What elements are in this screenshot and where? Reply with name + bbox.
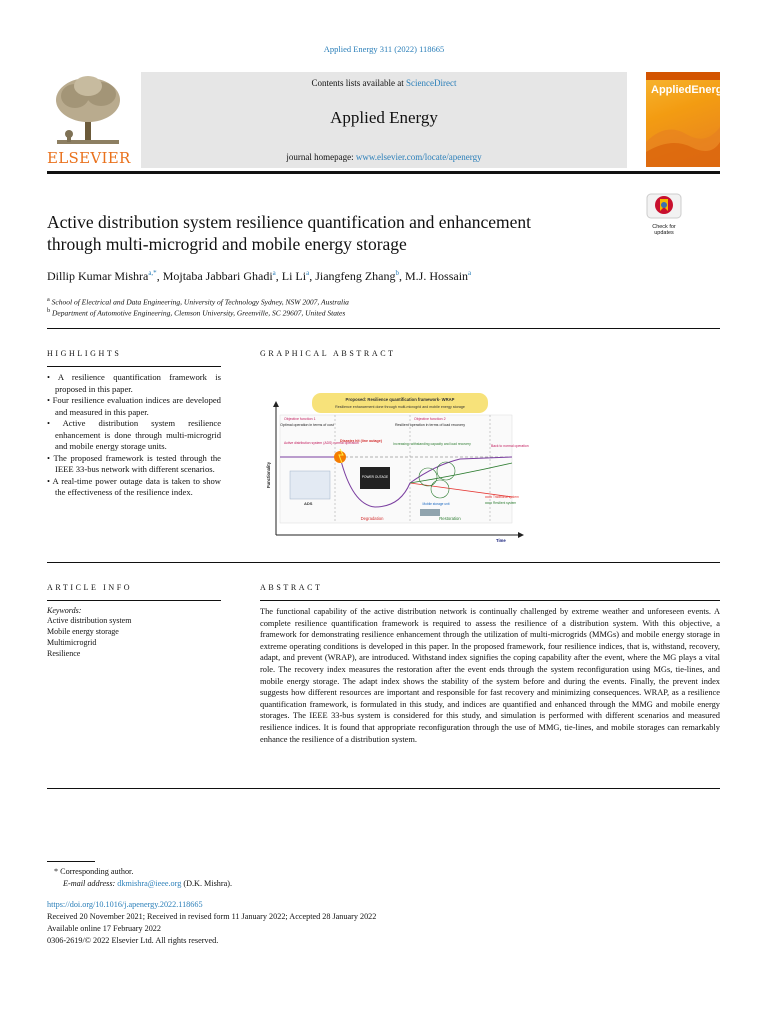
abstract-rule (260, 600, 720, 601)
obj2-text: Resilient operation in terms of load recovery (394, 423, 466, 427)
x-axis-label: Time (496, 538, 506, 543)
cover-art (646, 72, 720, 167)
keywords-label: Keywords: (47, 606, 82, 615)
highlights-rule (47, 366, 221, 367)
affiliation: $^b$ Department of Automotive Engineering, Clemson University, Greenville, SC 29607, United States (47, 307, 346, 318)
crossmark-label: Check for updates (652, 224, 676, 236)
degradation-label: Degradation (360, 516, 384, 521)
back-label: Back to normal operation (491, 444, 529, 448)
increasing-label: Increasing: withstanding capacity and load recovery (393, 442, 471, 446)
author[interactable]: Dillip Kumar Mishra$^{a,*}$ (47, 269, 157, 283)
contents-line: Contents lists available at ScienceDirect (311, 78, 457, 88)
author[interactable]: M.J. Hossain$^a$ (405, 269, 472, 283)
graphical-abstract-figure[interactable] (260, 385, 720, 545)
corresponding-author-note: * Corresponding author. (54, 867, 134, 876)
y-axis-label: Functionality (266, 461, 271, 489)
section-rule (47, 562, 720, 563)
keywords-block (47, 606, 221, 659)
ads-label: Active distribution system (ADS) normal operation (284, 441, 359, 445)
mobile-storage-label: Mobile storage unit (422, 502, 450, 506)
graphical-abstract-heading: GRAPHICAL ABSTRACT (260, 349, 396, 358)
disaster-label: Disaster hit (line outage) (340, 439, 382, 443)
legend-traditional: Traditional system (493, 495, 519, 499)
author-list: Dillip Kumar Mishra$^{a,*}$, Mojtaba Jabbari Ghadi$^a$, Li Li$^a$, Jiangfeng Zhang$^b$, M.J. Hossain$^a$ (47, 269, 472, 283)
section-rule (47, 328, 720, 329)
header-rule (47, 171, 720, 174)
elsevier-logo (47, 72, 129, 167)
power-outage-label: POWER OUTAGE (361, 475, 389, 479)
available-online: Available online 17 February 2022 (47, 924, 161, 933)
copyright: 0306-2619/© 2022 Elsevier Ltd. All rights reserved. (47, 936, 219, 945)
highlights-heading: HIGHLIGHTS (47, 349, 122, 358)
article-info-rule (47, 600, 221, 601)
proposal-banner (312, 393, 488, 413)
list-item: • A real-time power outage data is taken to show the effectiveness of the resilience index. (47, 475, 221, 497)
check-for-updates-badge[interactable] (646, 193, 682, 236)
received-dates: Received 20 November 2021; Received in revised form 11 January 2022; Accepted 28 January 2022 (47, 912, 377, 921)
footnote-rule (47, 861, 95, 862)
journal-title: Applied Energy (330, 108, 438, 127)
highlights-list (47, 372, 221, 499)
tree-icon (47, 72, 129, 150)
restoration-label: Restoration (439, 516, 461, 521)
abstract-text: The functional capability of the active distribution network is continually challenged by extreme weather and unforeseen events. A complete resilience quantification framework is required to assess the resilience of a distribution system. With this objective, a framework for demonstrating resilience enhancement through the utilization of multi-microgrids (MMGs) and mobile energy storage in extreme operating conditions is developed in this paper. In the proposed framework, four resilience indices, that is, withstand, recovery, adapt, and prevent (WRAP), are introduced. Withstand index signifies the coping capability after the event, where the MG plays a vital role. The recovery index measures the restoration after the event ends through the system reconfiguration using MGs, tie-lines, and mobile energy storage. The adapt index shows the stability of the system before and during the events. Finally, the prevent index suggests how different resources are important and responsible for fast recovery and minimizing consequences. WRAP, as a resilience quantification framework, is formulated in this study, and indices are quantified and enhanced through the MMG and mobile energy storages. The IEEE 33-bus system is considered for this study, and simulation is performed with different scenarios and measured resilience indices. It is found that appropriate reconfiguration through the use of MMG, tie-lines, and mobile storages can remarkably enhance the resilience of a distribution system. (260, 607, 720, 744)
author[interactable]: Mojtaba Jabbari Ghadi$^a$ (162, 269, 276, 283)
abstract-heading: ABSTRACT (260, 583, 323, 592)
journal-citation[interactable]: Applied Energy 311 (2022) 118665 (323, 44, 445, 54)
list-item: • The proposed framework is tested through the IEEE 33-bus network with different scenarios. (47, 452, 221, 474)
keyword: Multimicrogrid (47, 638, 97, 647)
section-rule (47, 788, 720, 789)
email-note: E-mail address: dkmishra@ieee.org (D.K. Mishra). (63, 879, 233, 888)
homepage-line: journal homepage: www.elsevier.com/locate/apenergy (286, 152, 482, 162)
banner-line1: Proposed: Resilience quantification framework- WRAP (345, 397, 455, 402)
affiliation: $^a$ School of Electrical and Data Engineering, University of Technology Sydney, NSW 2007, Australia (47, 296, 349, 307)
doi-link[interactable]: https://doi.org/10.1016/j.apenergy.2022.118665 (47, 900, 203, 909)
ads-short-label: ADS (304, 501, 313, 506)
article-info-heading: ARTICLE INFO (47, 583, 133, 592)
keyword: Active distribution system (47, 616, 132, 625)
sciencedirect-link[interactable]: ScienceDirect (406, 78, 457, 88)
x-axis-arrow (518, 532, 524, 538)
author[interactable]: Jiangfeng Zhang$^b$ (315, 269, 400, 283)
obj1-title: Objective function 1 (284, 417, 316, 421)
crossmark-icon (646, 193, 682, 219)
list-item: • Active distribution system resilience enhancement is done through multi-microgrid and mobile energy storage units. (47, 418, 222, 451)
list-item: • Four resilience evaluation indices are developed and measured in this paper. (47, 395, 221, 417)
obj1-text: Optimal operation in terms of cost (280, 423, 334, 427)
y-axis-arrow (273, 401, 279, 407)
cover-title: AppliedEnergy (651, 84, 729, 96)
email-link[interactable]: dkmishra@ieee.org (117, 879, 182, 888)
journal-banner (141, 72, 627, 168)
article-title: Active distribution system resilience quantification and enhancement through multi-microgrid and mobile energy storage (47, 212, 532, 254)
banner-line2: Resilience enhancement done through multi-microgrid and mobile energy storage (335, 405, 465, 409)
keyword: Mobile energy storage (47, 627, 119, 636)
graphical-abstract-diagram (260, 385, 530, 545)
author[interactable]: Li Li$^a$ (281, 269, 310, 283)
journal-cover (646, 72, 729, 167)
keyword: Resilience (47, 649, 81, 658)
diagram-panel (280, 415, 512, 523)
truck-icon (420, 509, 440, 516)
elsevier-wordmark: ELSEVIER (47, 149, 131, 167)
legend-resilient: Resilient system (493, 501, 517, 505)
homepage-link[interactable]: www.elsevier.com/locate/apenergy (355, 152, 482, 162)
list-item: • A resilience quantification framework is proposed in this paper. (47, 372, 222, 394)
obj2-title: Objective function 2 (414, 417, 446, 421)
ads-city-image (290, 471, 330, 499)
